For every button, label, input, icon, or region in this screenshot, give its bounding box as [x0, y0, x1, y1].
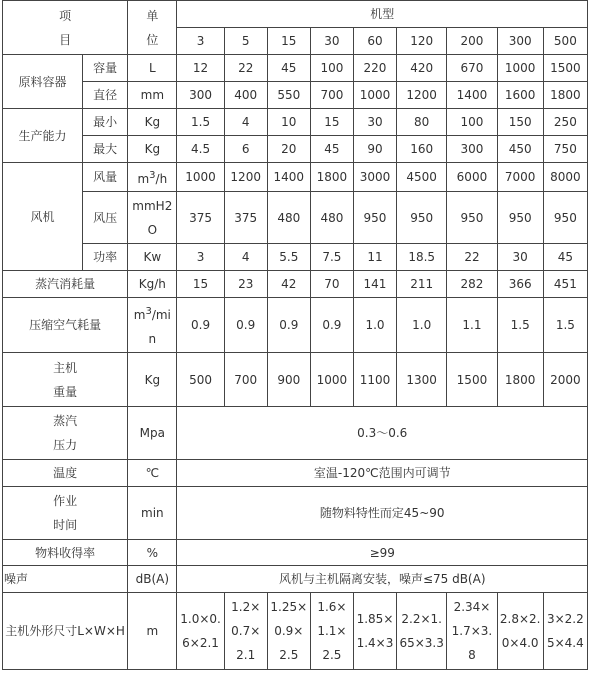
value-cell: 1000 — [310, 353, 353, 407]
row-label: 功率 — [83, 244, 128, 271]
table-row — [3, 136, 588, 163]
value-cell: 950 — [447, 192, 497, 244]
value-cell: 100 — [310, 55, 353, 82]
table-row — [3, 298, 588, 353]
value-cell: 150 — [497, 109, 543, 136]
value-cell: 100 — [447, 109, 497, 136]
unit-cell: % — [128, 540, 177, 566]
unit-base: m — [137, 171, 150, 186]
value-cell: 0.9 — [267, 298, 310, 353]
unit-cell: Mpa — [128, 407, 177, 460]
unit-line2: n — [148, 331, 157, 346]
table-row — [3, 540, 588, 566]
value-cell: 1.25×0.9×2.5 — [267, 593, 310, 670]
unit-tail: /mi — [151, 307, 171, 322]
table-row — [3, 82, 588, 109]
merged-value-cell: ≥99 — [177, 540, 588, 566]
value-cell: 400 — [224, 82, 267, 109]
value-cell: 160 — [397, 136, 447, 163]
value-cell: 0.9 — [224, 298, 267, 353]
value-cell: 220 — [353, 55, 396, 82]
label-line1: 蒸汽 — [53, 414, 78, 428]
row-label: 容量 — [83, 55, 128, 82]
value-cell: 4 — [224, 109, 267, 136]
unit-sup: 3 — [145, 305, 152, 317]
value-cell: 11 — [353, 244, 396, 271]
value-cell: 375 — [224, 192, 267, 244]
value-cell: 250 — [543, 109, 587, 136]
value-cell: 80 — [397, 109, 447, 136]
merged-value-cell: 0.3～0.6 — [177, 407, 588, 460]
value-cell: 1.6×1.1×2.5 — [310, 593, 353, 670]
model-cell: 30 — [310, 28, 353, 55]
table-row — [3, 407, 588, 460]
unit-cell: L — [128, 55, 177, 82]
row-label: 风压 — [83, 192, 128, 244]
value-cell: 6000 — [447, 163, 497, 192]
row-label — [3, 487, 128, 540]
value-cell: 950 — [353, 192, 396, 244]
value-cell: 480 — [310, 192, 353, 244]
unit-cell: m — [128, 593, 177, 670]
value-cell: 450 — [497, 136, 543, 163]
row-label: 最大 — [83, 136, 128, 163]
unit-cell: min — [128, 487, 177, 540]
unit-cell — [128, 298, 177, 353]
value-cell: 20 — [267, 136, 310, 163]
value-cell: 950 — [497, 192, 543, 244]
spec-table — [2, 0, 588, 670]
value-cell: 670 — [447, 55, 497, 82]
label-line2: 压力 — [53, 438, 78, 452]
label-line2: 时间 — [53, 518, 78, 532]
value-cell: 3 — [177, 244, 224, 271]
value-cell: 15 — [310, 109, 353, 136]
table-row — [3, 109, 588, 136]
value-cell: 1200 — [397, 82, 447, 109]
table-row — [3, 566, 588, 593]
model-cell: 3 — [177, 28, 224, 55]
value-cell: 1100 — [353, 353, 396, 407]
unit-line1 — [129, 300, 175, 327]
value-cell: 1500 — [543, 55, 587, 82]
table-row — [3, 593, 588, 670]
row-label: 温度 — [3, 460, 128, 487]
table-row — [3, 487, 588, 540]
value-cell: 420 — [397, 55, 447, 82]
value-cell: 7.5 — [310, 244, 353, 271]
table-row — [3, 192, 588, 244]
value-cell: 30 — [497, 244, 543, 271]
value-cell: 550 — [267, 82, 310, 109]
value-cell: 42 — [267, 271, 310, 298]
value-cell: 211 — [397, 271, 447, 298]
model-cell: 200 — [447, 28, 497, 55]
model-cell: 500 — [543, 28, 587, 55]
value-cell: 8000 — [543, 163, 587, 192]
row-label: 压缩空气耗量 — [3, 298, 128, 353]
value-cell: 1.5 — [543, 298, 587, 353]
value-cell: 1.85×1.4×3 — [353, 593, 396, 670]
table-row — [3, 271, 588, 298]
value-cell: 375 — [177, 192, 224, 244]
merged-value-cell: 风机与主机隔离安装，噪声≤75 dB(A) — [177, 566, 588, 593]
unit-cell: dB(A) — [128, 566, 177, 593]
value-cell: 1.2×0.7×2.1 — [224, 593, 267, 670]
header-model-title: 机型 — [177, 1, 588, 28]
model-cell: 15 — [267, 28, 310, 55]
value-cell: 70 — [310, 271, 353, 298]
value-cell: 950 — [543, 192, 587, 244]
unit-cell — [128, 192, 177, 244]
row-label: 噪声 — [3, 566, 128, 593]
group-label-fan: 风机 — [3, 163, 83, 271]
value-cell: 1800 — [497, 353, 543, 407]
row-label: 直径 — [83, 82, 128, 109]
value-cell: 22 — [224, 55, 267, 82]
merged-value-cell: 室温-120℃范围内可调节 — [177, 460, 588, 487]
unit-line1: mmH2 — [132, 198, 173, 213]
value-cell: 1200 — [224, 163, 267, 192]
value-cell: 500 — [177, 353, 224, 407]
header-item-line1: 项 — [59, 8, 72, 23]
value-cell: 1800 — [543, 82, 587, 109]
value-cell: 22 — [447, 244, 497, 271]
value-cell: 1500 — [447, 353, 497, 407]
group-label-container: 原料容器 — [3, 55, 83, 109]
value-cell: 3000 — [353, 163, 396, 192]
value-cell: 0.9 — [177, 298, 224, 353]
value-cell: 1.1 — [447, 298, 497, 353]
table-row — [3, 460, 588, 487]
unit-tail: /h — [155, 171, 168, 186]
value-cell: 30 — [353, 109, 396, 136]
row-label — [3, 353, 128, 407]
unit-cell: Kw — [128, 244, 177, 271]
value-cell: 1.0 — [353, 298, 396, 353]
value-cell: 1.0×0.6×2.1 — [177, 593, 224, 670]
unit-cell: Kg — [128, 353, 177, 407]
model-cell: 5 — [224, 28, 267, 55]
value-cell: 15 — [177, 271, 224, 298]
value-cell: 300 — [447, 136, 497, 163]
header-item-cell — [3, 1, 128, 55]
value-cell: 1300 — [397, 353, 447, 407]
header-unit-line1: 单 — [146, 8, 159, 23]
value-cell: 480 — [267, 192, 310, 244]
value-cell: 4 — [224, 244, 267, 271]
value-cell: 45 — [267, 55, 310, 82]
value-cell: 2000 — [543, 353, 587, 407]
unit-cell: Kg — [128, 109, 177, 136]
value-cell: 1000 — [177, 163, 224, 192]
value-cell: 7000 — [497, 163, 543, 192]
value-cell: 1800 — [310, 163, 353, 192]
value-cell: 300 — [177, 82, 224, 109]
unit-cell: Kg — [128, 136, 177, 163]
group-label-capacity: 生产能力 — [3, 109, 83, 163]
unit-cell — [128, 163, 177, 192]
value-cell: 451 — [543, 271, 587, 298]
value-cell: 45 — [543, 244, 587, 271]
value-cell: 4500 — [397, 163, 447, 192]
model-cell: 60 — [353, 28, 396, 55]
table-row — [3, 163, 588, 192]
row-label: 最小 — [83, 109, 128, 136]
label-line2: 重量 — [53, 384, 78, 399]
label-line1: 主机 — [53, 360, 78, 375]
value-cell: 1600 — [497, 82, 543, 109]
label-line1: 作业 — [53, 494, 78, 508]
value-cell: 1400 — [267, 163, 310, 192]
value-cell: 1400 — [447, 82, 497, 109]
table-row — [3, 55, 588, 82]
table-row — [3, 353, 588, 407]
value-cell: 10 — [267, 109, 310, 136]
row-label: 蒸汽消耗量 — [3, 271, 128, 298]
value-cell: 1.5 — [497, 298, 543, 353]
value-cell: 6 — [224, 136, 267, 163]
value-cell: 18.5 — [397, 244, 447, 271]
value-cell: 1000 — [353, 82, 396, 109]
merged-value-cell: 随物料特性而定45~90 — [177, 487, 588, 540]
value-cell: 12 — [177, 55, 224, 82]
unit-cell: mm — [128, 82, 177, 109]
value-cell: 700 — [224, 353, 267, 407]
value-cell: 2.2×1.65×3.3 — [397, 593, 447, 670]
row-label: 风量 — [83, 163, 128, 192]
value-cell: 282 — [447, 271, 497, 298]
header-unit-line2: 位 — [146, 32, 159, 47]
value-cell: 45 — [310, 136, 353, 163]
value-cell: 700 — [310, 82, 353, 109]
value-cell: 2.8×2.0×4.0 — [497, 593, 543, 670]
value-cell: 90 — [353, 136, 396, 163]
value-cell: 4.5 — [177, 136, 224, 163]
value-cell: 1.0 — [397, 298, 447, 353]
header-unit-cell — [128, 1, 177, 55]
row-label: 物料收得率 — [3, 540, 128, 566]
unit-sup: 3 — [149, 169, 156, 181]
header-item-line2: 目 — [59, 32, 72, 47]
unit-cell: ℃ — [128, 460, 177, 487]
value-cell: 5.5 — [267, 244, 310, 271]
value-cell: 141 — [353, 271, 396, 298]
row-label — [3, 407, 128, 460]
value-cell: 2.34×1.7×3.8 — [447, 593, 497, 670]
value-cell: 1.5 — [177, 109, 224, 136]
value-cell: 23 — [224, 271, 267, 298]
table-row — [3, 244, 588, 271]
value-cell: 3×2.25×4.4 — [543, 593, 587, 670]
model-cell: 300 — [497, 28, 543, 55]
value-cell: 950 — [397, 192, 447, 244]
unit-cell: Kg/h — [128, 271, 177, 298]
value-cell: 0.9 — [310, 298, 353, 353]
value-cell: 1000 — [497, 55, 543, 82]
unit-base: m — [133, 307, 146, 322]
model-cell: 120 — [397, 28, 447, 55]
value-cell: 750 — [543, 136, 587, 163]
row-label: 主机外形尺寸L×W×H — [3, 593, 128, 670]
value-cell: 900 — [267, 353, 310, 407]
value-cell: 366 — [497, 271, 543, 298]
unit-line2: O — [147, 222, 158, 237]
